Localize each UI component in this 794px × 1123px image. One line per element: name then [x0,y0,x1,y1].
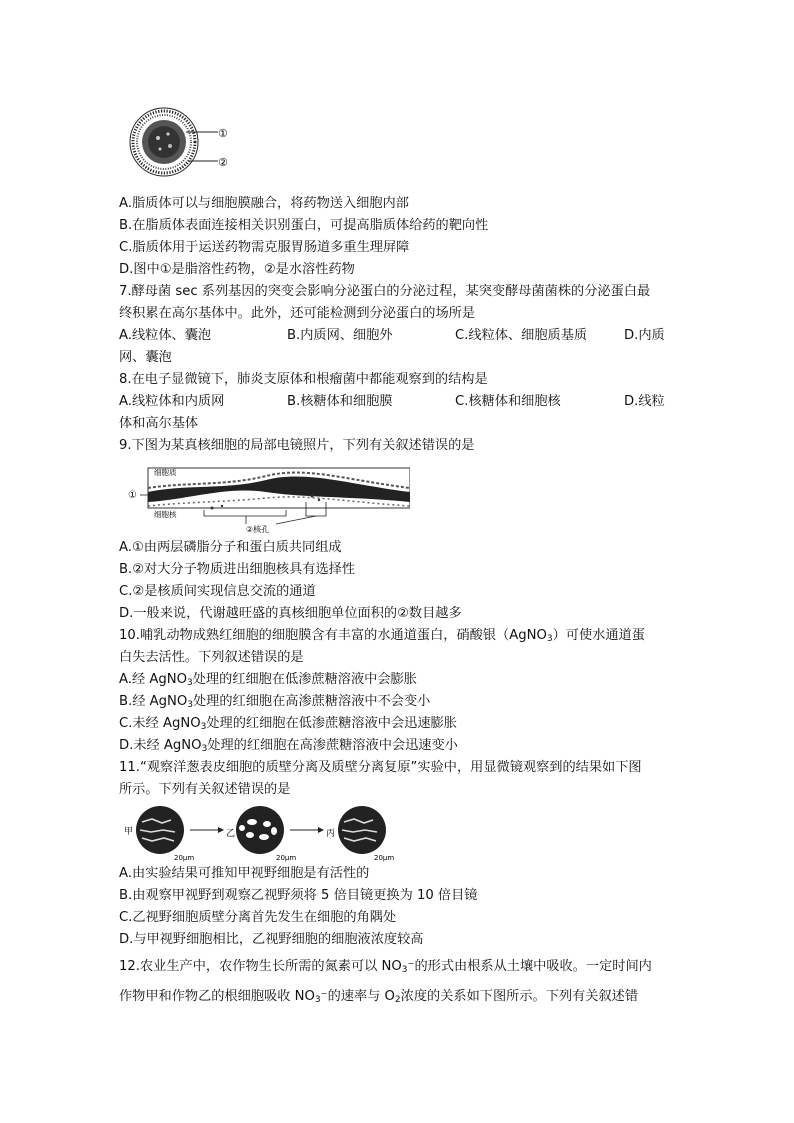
q12-stem-line1 [119,958,679,976]
label-cytoplasm: 细胞质 [154,468,177,477]
label-bing: 丙 [326,829,336,839]
q11-option-a: A.由实验结果可推知甲视野细胞是有活性的 [119,866,370,881]
liposome-label-2: ② [218,156,228,169]
view-jia [136,806,184,854]
q12-l1-b: ⁻的形式由根系从土壤中吸收。一定时间内 [407,959,652,974]
q10-option-b [119,694,679,710]
q10-option-c [119,716,679,732]
q7-option-d-cont: 网、囊泡 [119,350,172,365]
q10-a-post: 处理的红细胞在低渗蔗糖溶液中会膨胀 [192,672,417,687]
q12-l2-sub2: 2 [394,995,401,1005]
q10-d-post: 处理的红细胞在高渗蔗糖溶液中会迅速变小 [207,738,458,753]
q10-c-pre: C.未经 AgNO [119,716,201,731]
q10-option-a [119,672,679,688]
plasmolysis-figure [122,804,402,864]
q10-stem-line2: 白失去活性。下列叙述错误的是 [119,650,304,665]
q8-option-d-cont: 体和高尔基体 [119,416,199,431]
q9-option-a: A.①由两层磷脂分子和蛋白质共同组成 [119,540,342,555]
view-yi [236,806,284,854]
q10-stem-text-a: 10.哺乳动物成熟红细胞的细胞膜含有丰富的水通道蛋白，硝酸银（AgNO [119,628,547,643]
q6-option-d: D.图中①是脂溶性药物，②是水溶性药物 [119,262,355,277]
q8-option-d: D.线粒 [624,394,665,409]
scale-jia: 20μm [174,854,195,862]
q11-stem-line2: 所示。下列有关叙述错误的是 [119,782,291,797]
q10-option-d [119,738,679,754]
q10-d-sub: 3 [201,744,208,754]
q12-l2-sub1: 3 [314,995,321,1005]
liposome-label-1: ① [218,127,228,140]
q7-stem-line1: 7.酵母菌 sec 系列基因的突变会影响分泌蛋白的分泌过程，某突变酵母菌菌株的分泌蛋白最 [119,284,651,299]
q10-stem-line1 [119,628,679,644]
q8-stem: 8.在电子显微镜下，肺炎支原体和根瘤菌中都能观察到的结构是 [119,372,488,387]
q7-option-b: B.内质网、细胞外 [287,328,393,343]
q8-option-a: A.线粒体和内质网 [119,394,225,409]
label-1: ① [128,490,137,501]
q9-option-b: B.②对大分子物质进出细胞核具有选择性 [119,562,356,577]
q10-b-pre: B.经 AgNO [119,694,188,709]
q10-stem-text-b: ）可使水通道蛋 [552,628,645,643]
q10-a-sub: 3 [187,678,193,688]
q12-l2-b: ⁻的速率与 O [320,989,395,1004]
q10-b-sub: 3 [187,700,193,710]
q11-option-c: C.乙视野细胞质壁分离首先发生在细胞的角隅处 [119,910,397,925]
scale-bing: 20μm [374,854,395,862]
nuclear-envelope-figure [126,462,410,534]
q7-option-a: A.线粒体、囊泡 [119,328,212,343]
label-nucleus: 细胞核 [154,510,177,519]
q10-c-sub: 3 [200,722,207,732]
view-bing [338,806,386,854]
q12-l1-a: 12.农业生产中，农作物生长所需的氮素可以 NO [119,959,402,974]
q10-d-pre: D.未经 AgNO [119,738,202,753]
liposome-figure [126,104,236,180]
q9-stem: 9.下图为某真核细胞的局部电镜照片，下列有关叙述错误的是 [119,438,475,453]
q6-option-c: C.脂质体用于运送药物需克服胃肠道多重生理屏障 [119,240,410,255]
q10-b-post: 处理的红细胞在高渗蔗糖溶液中不会变小 [193,694,431,709]
q9-option-d: D.一般来说，代谢越旺盛的真核细胞单位面积的②数目越多 [119,606,462,621]
q7-option-d: D.内质 [624,328,665,343]
q12-stem-line2 [119,988,679,1006]
liposome-diagram [130,108,218,176]
label-jia: 甲 [124,827,134,837]
q10-c-post: 处理的红细胞在低渗蔗糖溶液中会迅速膨胀 [206,716,457,731]
q6-option-a: A.脂质体可以与细胞膜融合，将药物送入细胞内部 [119,196,409,211]
q8-option-c: C.核糖体和细胞核 [455,394,561,409]
q8-option-b: B.核糖体和细胞膜 [287,394,393,409]
q12-l1-sub: 3 [401,965,408,975]
q9-option-c: C.②是核质间实现信息交流的通道 [119,584,316,599]
q11-option-d: D.与甲视野细胞相比，乙视野细胞的细胞液浓度较高 [119,932,424,947]
label-nuclear-pore: ②核孔 [246,525,270,534]
label-yi: 乙 [226,829,236,839]
q11-stem-line1: 11.“观察洋葱表皮细胞的质壁分离及质壁分离复原”实验中，用显微镜观察到的结果如下图 [119,760,642,775]
q7-option-c: C.线粒体、细胞质基质 [455,328,588,343]
q10-stem-sub: 3 [546,634,553,644]
q12-l2-c: 浓度的关系如下图所示。下列有关叙述错 [400,989,639,1004]
scale-yi: 20μm [276,854,297,862]
q7-stem-line2: 终积累在高尔基体中。此外，还可能检测到分泌蛋白的场所是 [119,306,476,321]
q12-l2-a: 作物甲和作物乙的根细胞吸收 NO [119,989,315,1004]
q11-option-b: B.由观察甲视野到观察乙视野须将 5 倍目镜更换为 10 倍目镜 [119,888,478,903]
q6-option-b: B.在脂质体表面连接相关识别蛋白，可提高脂质体给药的靶向性 [119,218,489,233]
q10-a-pre: A.经 AgNO [119,672,187,687]
